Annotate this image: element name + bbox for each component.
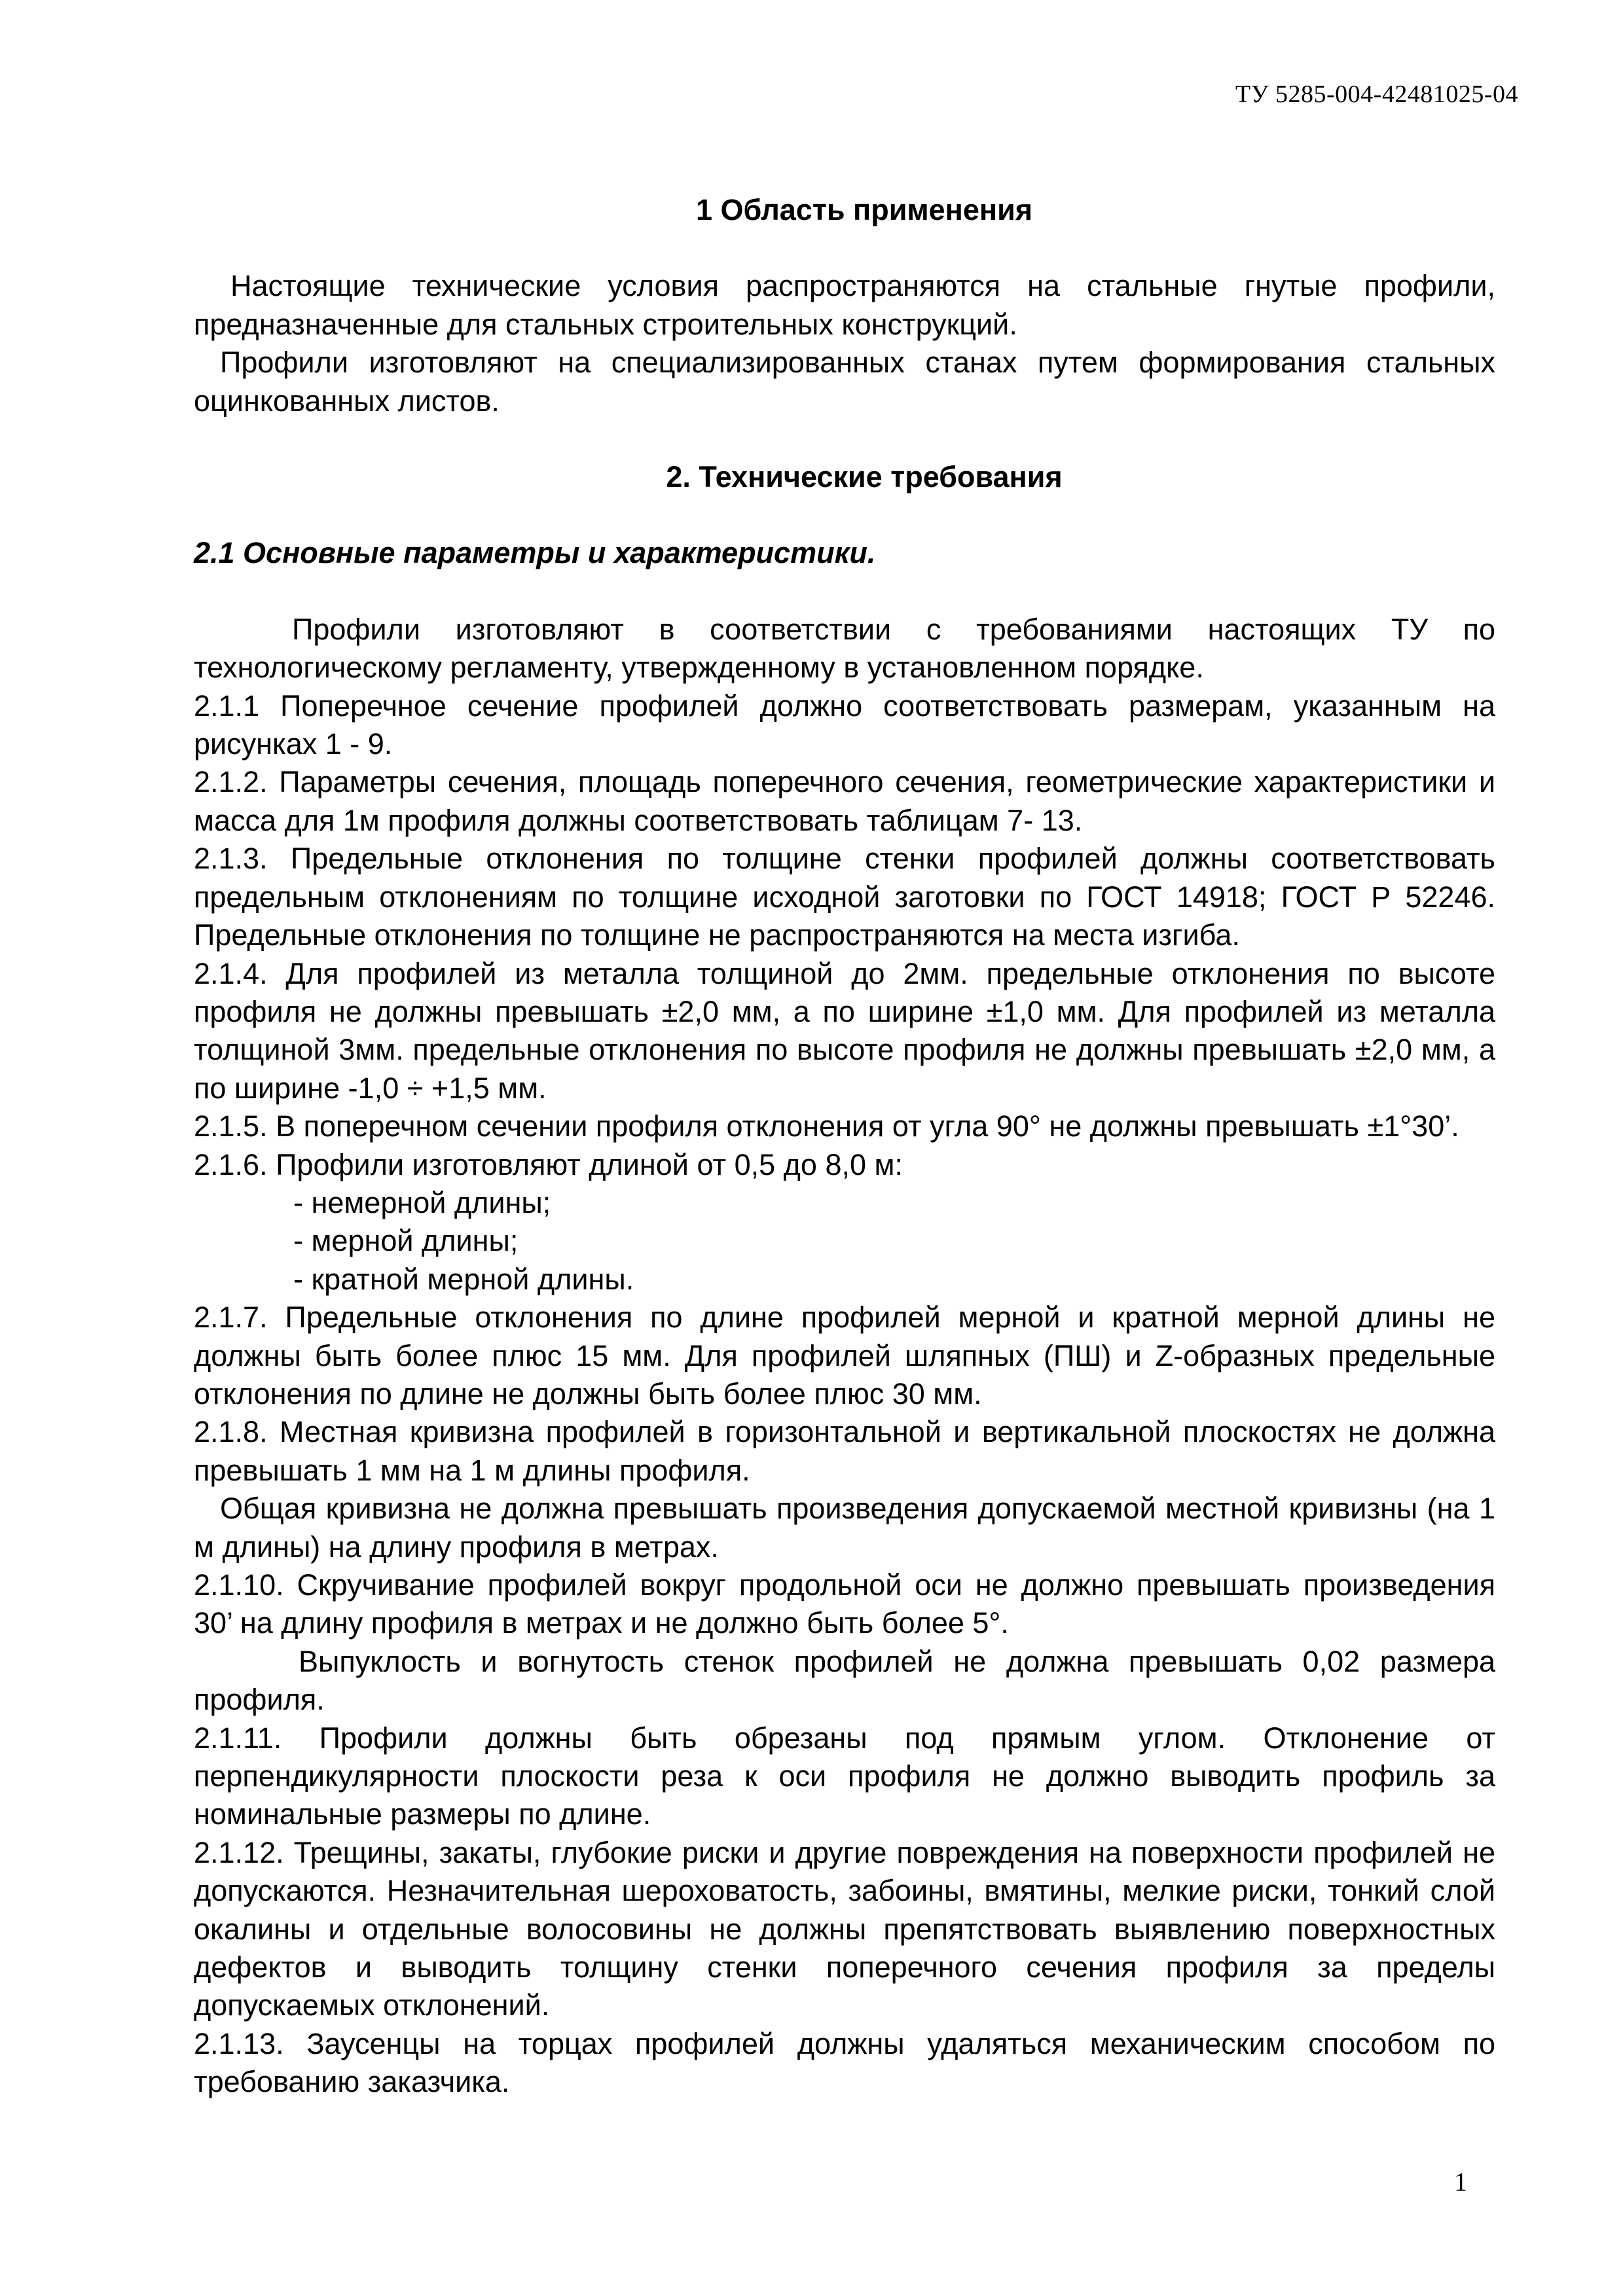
list-item: - немерной длины; xyxy=(293,1185,551,1219)
paragraph-2-1-1: 2.1.1 Поперечное сечение профилей должно соответствовать размерам, указанным на рисунках 1 - 9. xyxy=(194,689,1495,761)
page-number: 1 xyxy=(1454,2167,1467,2197)
paragraph-convexity: Выпуклость и вогнутость стенок профилей не должна превышать 0,02 размера профиля. xyxy=(194,1644,1495,1717)
section-2-title: 2. Технические требования xyxy=(666,460,1063,494)
paragraph-2-1-4: 2.1.4. Для профилей из металла толщиной до 2мм. предельные отклонения по высоте профиля не должны превышать ±2,0 мм, а по ширине ±1,0 мм. Для профилей из металла толщиной 3мм. предельные отклонения по высоте профиля не должны превышать ±2,0 мм, а по ширине -1,0 ÷ +1,5 мм. xyxy=(194,956,1495,1105)
paragraph-2-1-11: 2.1.11. Профили должны быть обрезаны под прямым углом. Отклонение от перпендикулярности плоскости реза к оси профиля не должно выводить профиль за номинальные размеры по длине. xyxy=(194,1721,1495,1831)
subsection-2-1-title: 2.1 Основные параметры и характеристики. xyxy=(194,536,876,570)
paragraph-2-1-7: 2.1.7. Предельные отклонения по длине профилей мерной и кратной мерной длины не должны быть более плюс 15 мм. Для профилей шляпных (ПШ) и Z-образных предельные отклонения по длине не должны быть более плюс 30 мм. xyxy=(194,1300,1495,1410)
document-body xyxy=(194,191,1495,2102)
list-item: - мерной длины; xyxy=(293,1224,519,1258)
paragraph-2-1-2: 2.1.2. Параметры сечения, площадь поперечного сечения, геометрические характеристики и масса для 1м профиля должны соответствовать таблицам 7- 13. xyxy=(194,765,1495,837)
paragraph-2-1-3: 2.1.3. Предельные отклонения по толщине стенки профилей должны соответствовать предельным отклонениям по толщине исходной заготовки по ГОСТ 14918; ГОСТ Р 52246. Предельные отклонения по толщине не распространяются на места изгиба. xyxy=(194,842,1495,952)
paragraph-2-1-5: 2.1.5. В поперечном сечении профиля отклонения от угла 90° не должны превышать ±1°30’. xyxy=(194,1109,1459,1143)
paragraph-general-curvature: Общая кривизна не должна превышать произведения допускаемой местной кривизны (на 1 м длины) на длину профиля в метрах. xyxy=(194,1492,1495,1564)
paragraph-2-1-12: 2.1.12. Трещины, закаты, глубокие риски и другие повреждения на поверхности профилей не допускаются. Незначительная шероховатость, забоины, вмятины, мелкие риски, тонкий слой окалины и отдельные волосовины не должны препятствовать выявлению поверхностных дефектов и выводить толщину стенки поперечного сечения профиля за пределы допускаемых отклонений. xyxy=(194,1835,1495,2022)
document-code: ТУ 5285-004-42481025-04 xyxy=(1235,81,1518,108)
list-item: - кратной мерной длины. xyxy=(293,1262,634,1296)
section-1-title: 1 Область применения xyxy=(695,193,1032,226)
paragraph-scope: Настоящие технические условия распространяются на стальные гнутые профили, предназначенные для стальных строительных конструкций. xyxy=(194,269,1495,341)
paragraph-2-1-6: 2.1.6. Профили изготовляют длиной от 0,5 до 8,0 м: xyxy=(194,1147,903,1181)
paragraph-2-1-13: 2.1.13. Заусенцы на торцах профилей должны удаляться механическим способом по требованию заказчика. xyxy=(194,2026,1495,2099)
paragraph-2-1-intro: Профили изготовляют в соответствии с требованиями настоящих ТУ по технологическому регламенту, утвержденному в установленном порядке. xyxy=(194,612,1495,685)
paragraph-manufacturing: Профили изготовляют на специализированных станах путем формирования стальных оцинкованных листов. xyxy=(194,346,1495,418)
paragraph-2-1-10: 2.1.10. Скручивание профилей вокруг продольной оси не должно превышать произведения 30’ на длину профиля в метрах и не должно быть более 5°. xyxy=(194,1568,1495,1640)
paragraph-2-1-8: 2.1.8. Местная кривизна профилей в горизонтальной и вертикальной плоскостях не должна превышать 1 мм на 1 м длины профиля. xyxy=(194,1415,1495,1487)
